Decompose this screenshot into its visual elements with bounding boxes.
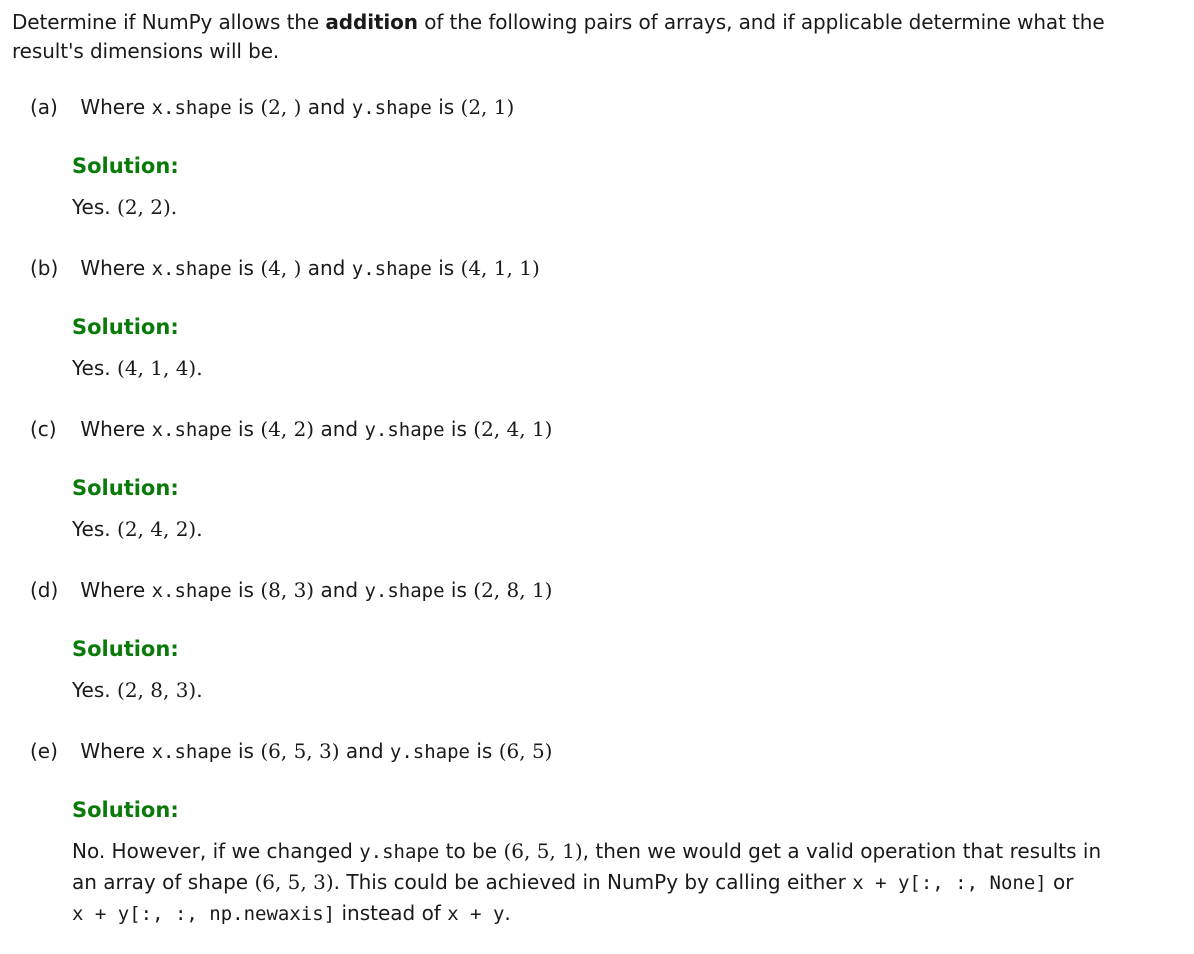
solution-answer [72, 675, 1132, 705]
and-word: and [320, 417, 359, 441]
inline-code: x + y [447, 903, 505, 925]
y-shape-value: (2, 8, 1) [473, 578, 553, 602]
result-shape: (2, 4, 2). [117, 517, 203, 541]
result-shape: (2, 8, 3). [117, 678, 203, 702]
solution-answer [72, 836, 1132, 929]
answer-word: Yes. [72, 195, 111, 219]
y-shape-code: y.shape [351, 97, 432, 119]
question-text [30, 415, 1170, 444]
x-shape-code: x.shape [151, 97, 232, 119]
question-label: (e) [30, 739, 58, 763]
question-text [30, 93, 1170, 122]
answer-text: , then we would get a valid operation that results in an array of shape [72, 839, 1102, 894]
y-shape-value: (2, 1) [460, 95, 515, 119]
is-word: is [238, 95, 254, 119]
where-word: Where [80, 739, 146, 763]
answer-text: instead of [335, 901, 448, 925]
where-word: Where [80, 417, 146, 441]
x-shape-code: x.shape [151, 258, 232, 280]
question-a [30, 93, 1170, 222]
question-text [30, 737, 1170, 766]
problem-intro [12, 8, 1182, 66]
solution-block [72, 796, 1170, 929]
y-shape-code: y.shape [364, 580, 445, 602]
inline-code: x + y[:, :, None] [852, 872, 1047, 894]
question-label: (a) [30, 95, 58, 119]
and-word: and [307, 95, 346, 119]
is-word: is [238, 256, 254, 280]
solution-block [72, 313, 1170, 383]
y-shape-code: y.shape [351, 258, 432, 280]
x-shape-value: (4, 2) [260, 417, 315, 441]
is-word: is [438, 95, 455, 119]
where-word: Where [80, 578, 146, 602]
answer-text: or [1046, 870, 1074, 894]
intro-suffix: of the following pairs of arrays, and if applicable determine what the result's dimensions will be. [12, 10, 1105, 63]
is-word: is [238, 417, 254, 441]
y-shape-code: y.shape [364, 419, 445, 441]
intro-prefix: Determine if NumPy allows the [12, 10, 326, 34]
y-shape-value: (6, 5) [498, 739, 553, 763]
answer-text: . [504, 901, 511, 925]
where-word: Where [80, 95, 146, 119]
and-word: and [320, 578, 359, 602]
answer-word: Yes. [72, 678, 111, 702]
result-shape: (4, 1, 4). [117, 356, 203, 380]
y-shape-code: y.shape [389, 741, 470, 763]
question-text [30, 576, 1170, 605]
x-shape-code: x.shape [151, 419, 232, 441]
intro-bold-term: addition [325, 10, 418, 34]
question-label: (d) [30, 578, 59, 602]
solution-heading: Solution: [72, 315, 179, 339]
inline-code: y.shape [359, 841, 440, 863]
question-c [30, 415, 1170, 544]
question-label: (c) [30, 417, 57, 441]
solution-heading: Solution: [72, 798, 179, 822]
and-word: and [307, 256, 346, 280]
x-shape-value: (8, 3) [260, 578, 315, 602]
x-shape-value: (6, 5, 3) [260, 739, 340, 763]
solution-heading: Solution: [72, 476, 179, 500]
solution-answer [72, 514, 1132, 544]
is-word: is [450, 578, 467, 602]
answer-word: Yes. [72, 517, 111, 541]
solution-block [72, 474, 1170, 544]
x-shape-value: (2, ) [260, 95, 302, 119]
solution-block [72, 635, 1170, 705]
is-word: is [238, 578, 254, 602]
is-word: is [238, 739, 254, 763]
is-word: is [476, 739, 493, 763]
where-word: Where [80, 256, 146, 280]
solution-block [72, 152, 1170, 222]
inline-code: x + y[:, :, np.newaxis] [72, 903, 336, 925]
answer-text: No. However, if we changed [72, 839, 360, 863]
x-shape-code: x.shape [151, 580, 232, 602]
is-word: is [438, 256, 455, 280]
question-d [30, 576, 1170, 705]
y-shape-value: (4, 1, 1) [460, 256, 540, 280]
solution-answer [72, 192, 1132, 222]
solution-heading: Solution: [72, 637, 179, 661]
inline-math: (6, 5, 3) [254, 870, 334, 894]
y-shape-value: (2, 4, 1) [473, 417, 553, 441]
result-shape: (2, 2). [117, 195, 178, 219]
answer-word: Yes. [72, 356, 111, 380]
answer-text: to be [439, 839, 504, 863]
is-word: is [450, 417, 467, 441]
problem-page [12, 8, 1182, 925]
and-word: and [345, 739, 384, 763]
solution-answer [72, 353, 1132, 383]
x-shape-value: (4, ) [260, 256, 302, 280]
question-label: (b) [30, 256, 59, 280]
answer-text: . This could be achieved in NumPy by calling either [333, 870, 853, 894]
solution-heading: Solution: [72, 154, 179, 178]
question-e [30, 737, 1170, 929]
question-text [30, 254, 1170, 283]
x-shape-code: x.shape [151, 741, 232, 763]
inline-math: (6, 5, 1) [503, 839, 583, 863]
question-b [30, 254, 1170, 383]
